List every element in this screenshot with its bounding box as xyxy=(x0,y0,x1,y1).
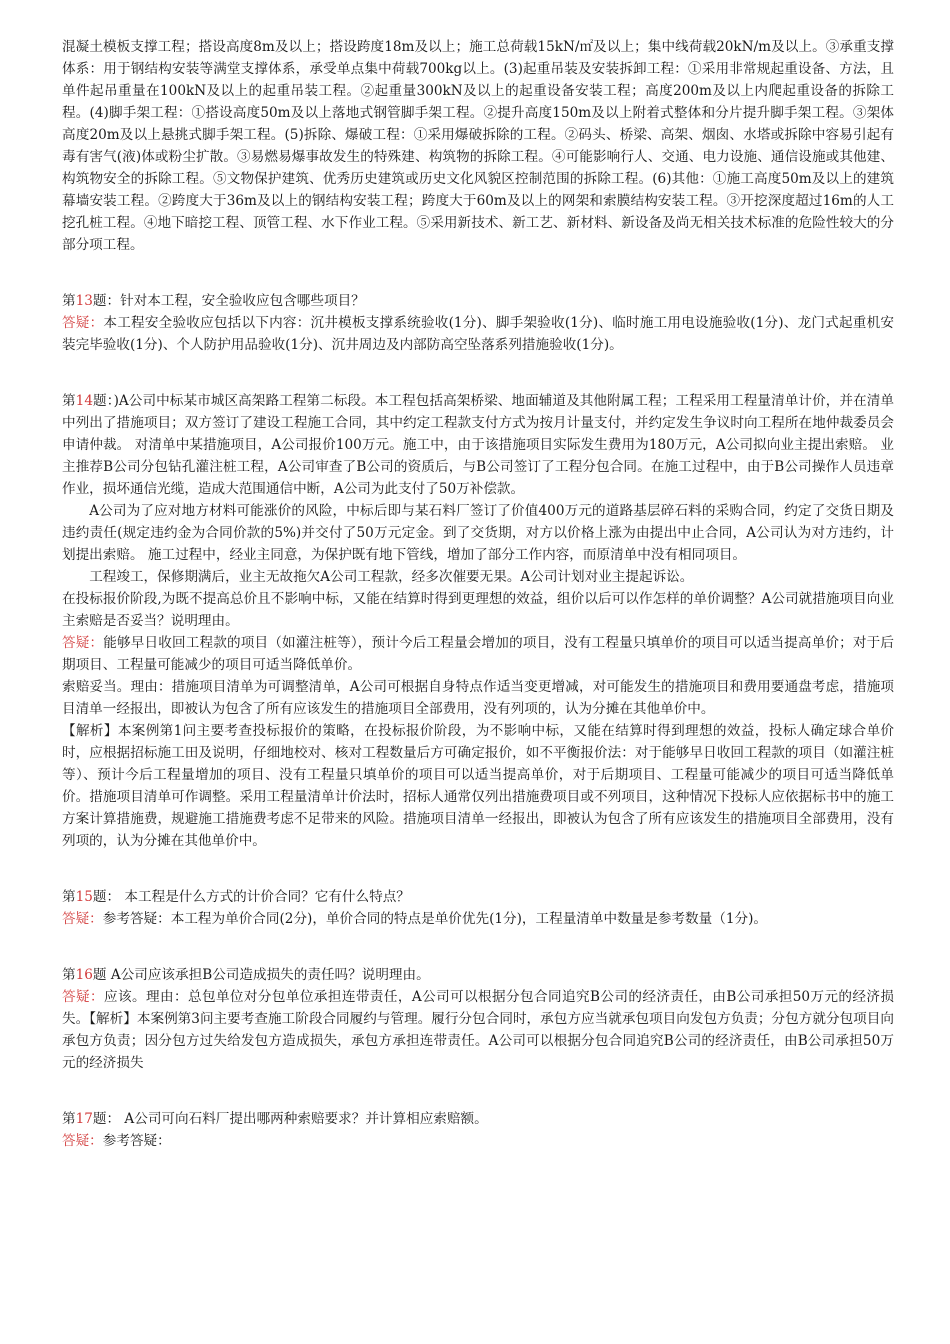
document-page xyxy=(62,36,894,1152)
answer-label: 答疑： xyxy=(62,315,104,331)
spacer xyxy=(62,852,894,886)
analysis-14: 【解析】本案例第1问主要考查投标报价的策略，在投标报价阶段，为不影响中标，又能在结算时得到理想的效益，投标人确定球合单价时，应根据招标施工田及说明，仔细地校对、核对工程数量后方可确定报价，如不平衡报价法：对于能够早日收回工程款的项目（如灌注桩等）、预计今后工程量增加的项目、没有工程量只填单价的项目可以适当提高单价，对于后期项目、工程量可能减少的项目可适当降低单价。措施项目清单可作调整。采用工程量清单计价法时，招标人通常仅列出措施费项目或不列项目，这种情况下投标人应依据标书中的施工方案计算措施费，规避施工措施费考虑不足带来的风险。措施项目清单一经报出，即被认为包含了所有应该发生的措施项目全部费用，没有列项的，认为分摊在其他单价中。 xyxy=(62,723,894,849)
answer-text: 参考答疑： xyxy=(102,1133,171,1149)
answer-14-part-2: 索赔妥当。理由：措施项目清单为可调整清单，A公司可根据自身特点作适当变更增减，对可能发生的措施项目和费用要通盘考虑，措施项目清单一经报出，即被认为包含了所有应该发生的措施项目全部费用，没有列项的，认为分摊在其他单价中。 xyxy=(62,679,894,717)
question-prefix: 第 xyxy=(62,1111,76,1127)
question-14-prompt: 在投标报价阶段,为既不提高总价且不影响中标，又能在结算时得到更理想的效益，组价以后可以作怎样的单价调整？A公司就措施项目向业主索赔是否妥当？说明理由。 xyxy=(62,591,894,629)
answer-label: 答疑： xyxy=(62,1133,103,1149)
question-number: 17 xyxy=(75,1111,93,1127)
question-text: 题： A公司可向石料厂提出哪两种索赔要求？并计算相应索赔额。 xyxy=(92,1111,488,1127)
spacer xyxy=(62,256,894,290)
question-prefix: 第 xyxy=(62,889,76,905)
answer-label: 答疑： xyxy=(62,911,103,927)
question-text: 题 A公司应该承担B公司造成损失的责任吗？说明理由。 xyxy=(92,967,430,983)
answer-13 xyxy=(62,312,894,356)
answer-label: 答疑： xyxy=(62,635,104,651)
question-14 xyxy=(62,390,894,500)
intro-paragraph: 混凝土模板支撑工程；搭设高度8m及以上；搭设跨度18m及以上；施工总荷载15kN/㎡及以上；集中线荷载20kN/m及以上。③承重支撑体系：用于钢结构安装等满堂支撑体系，承受单点集中荷载700kg以上。(3)起重吊装及安装拆卸工程：①采用非常规起重设备、方法，且单件起吊重量在100kN及以上的起重吊装工程。②起重量300kN及以上的起重设备安装工程；高度200m及以上内爬起重设备的拆除工程。(4)脚手架工程：①搭设高度50m及以上落地式钢管脚手架工程。②提升高度150m及以上附着式整体和分片提升脚手架工程。③架体高度20m及以上悬挑式脚手架工程。(5)拆除、爆破工程：①采用爆破拆除的工程。②码头、桥梁、高架、烟囱、水塔或拆除中容易引起有毒有害气(液)体或粉尘扩散。③易燃易爆事故发生的特殊建、构筑物的拆除工程。④可能影响行人、交通、电力设施、通信设施或其他建、构筑物安全的拆除工程。⑤文物保护建筑、优秀历史建筑或历史文化风貌区控制范围的拆除工程。(6)其他：①施工高度50m及以上的建筑幕墙安装工程。②跨度大于36m及以上的钢结构安装工程；跨度大于60m及以上的网架和索膜结构安装工程。③开挖深度超过16m的人工挖孔桩工程。④地下暗挖工程、顶管工程、水下作业工程。⑤采用新技术、新工艺、新材料、新设备及尚无相关技术标准的危险性较大的分部分项工程。 xyxy=(62,39,894,253)
answer-text: 能够早日收回工程款的项目（如灌注桩等），预计今后工程量会增加的项目，没有工程量只填单价的项目可以适当提高单价；对于后期项目、工程量可能减少的项目可适当降低单价。 xyxy=(62,635,894,673)
answer-text: 参考答疑：本工程为单价合同(2分)，单价合同的特点是单价优先(1分)，工程量清单中数量是参考数量（1分)。 xyxy=(102,911,767,927)
question-number: 14 xyxy=(75,393,93,409)
spacer xyxy=(62,930,894,964)
question-prefix: 第 xyxy=(62,393,76,409)
question-number: 15 xyxy=(75,889,93,905)
question-text: 题： 本工程是什么方式的计价合同？它有什么特点？ xyxy=(92,889,410,905)
answer-16 xyxy=(62,986,894,1074)
answer-17 xyxy=(62,1130,894,1152)
question-prefix: 第 xyxy=(62,967,76,983)
question-text: 题：针对本工程，安全验收应包含哪些项目？ xyxy=(92,293,365,309)
spacer xyxy=(62,1074,894,1108)
question-16 xyxy=(62,964,894,986)
question-13 xyxy=(62,290,894,312)
question-15 xyxy=(62,886,894,908)
spacer xyxy=(62,356,894,390)
answer-text: 应该。理由：总包单位对分包单位承担连带责任，A公司可以根据分包合同追究B公司的经济责任，由B公司承担50万元的经济损失。【解析】本案例第3问主要考查施工阶段合同履约与管理。履行分包合同时，承包方应当就承包项目向发包方负责；分包方就分包项目向承包方负责；因分包方过失给发包方造成损失，承包方承担连带责任。A公司可以根据分包合同追究B公司的经济责任，由B公司承担50万元的经济损失 xyxy=(62,989,894,1071)
question-number: 13 xyxy=(75,293,93,309)
answer-14 xyxy=(62,632,894,676)
question-prefix: 第 xyxy=(62,293,76,309)
case-paragraph-2: A公司为了应对地方材料可能涨价的风险，中标后即与某石料厂签订了价值400万元的道路基层碎石料的采购合同，约定了交货日期及违约责任(规定违约金为合同价款的5%)并交付了50万元定金。到了交货期，对方以价格上涨为由提出中止合同，A公司认为对方违约，计划提出索赔。 施工过程中，经业主同意，为保护既有地下管线，增加了部分工作内容，而原清单中没有相同项目。 xyxy=(62,503,894,563)
question-17 xyxy=(62,1108,894,1130)
answer-15 xyxy=(62,908,894,930)
answer-text: 本工程安全验收应包括以下内容：沉井模板支撑系统验收(1分)、脚手架验收(1分)、临时施工用电设施验收(1分)、龙门式起重机安装完毕验收(1分)、个人防护用品验收(1分)、沉井周边及内部防高空坠落系列措施验收(1分)。 xyxy=(62,315,894,353)
case-paragraph-3: 工程竣工，保修期满后，业主无故拖欠A公司工程款，经多次催要无果。A公司计划对业主提起诉讼。 xyxy=(89,569,694,585)
question-text: 题：)A公司中标某市城区高架路工程第二标段。本工程包括高架桥梁、地面辅道及其他附属工程；工程采用工程量清单计价，并在清单中列出了措施项目；双方签订了建设工程施工合同，其中约定工程款支付方式为按月计量支付，并约定发生争议时向工程所在地仲裁委员会申请仲裁。 对清单中某措施项目，A公司报价100万元。施工中，由于该措施项目实际发生费用为180万元，A公司拟向业主提出索赔。 业主推荐B公司分包钻孔灌注桩工程，A公司审查了B公司的资质后，与B公司签订了工程分包合同。在施工过程中，由于B公司操作人员违章作业，损坏通信光缆，造成大范围通信中断，A公司为此支付了50万补偿款。 xyxy=(62,393,894,497)
question-number: 16 xyxy=(75,967,93,983)
answer-label: 答疑： xyxy=(62,989,104,1005)
